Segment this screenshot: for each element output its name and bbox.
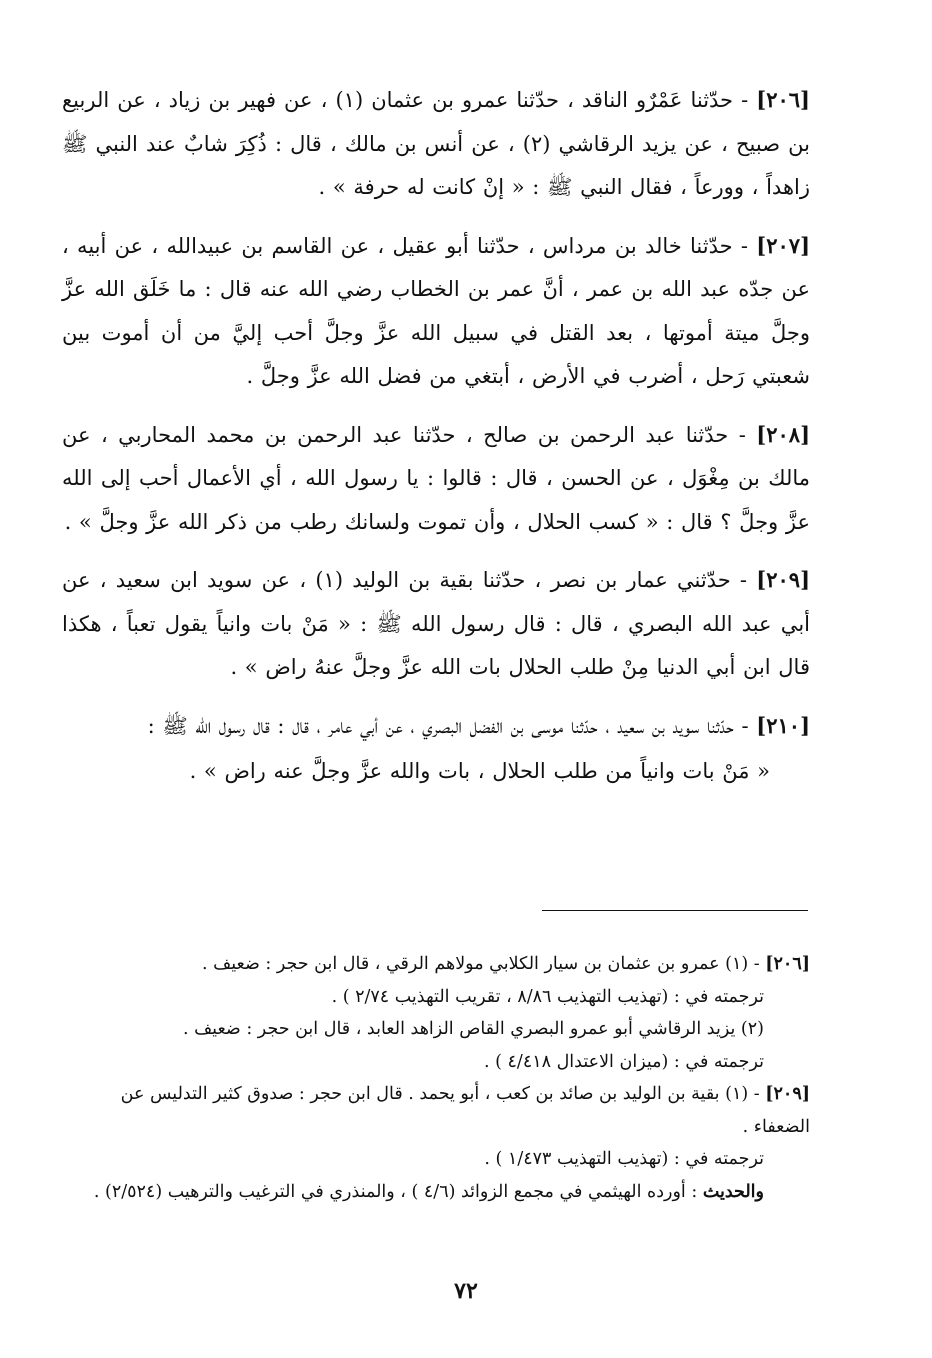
footnote-line: [62, 948, 810, 981]
footnote-text: (٢) يزيد الرقاشي أبو عمرو البصري القاص الزاهد العابد ، قال ابن حجر : ضعيف .: [182, 1019, 764, 1039]
hadith-text: - حدّثنا عبد الرحمن بن صالح ، حدّثنا عبد الرحمن بن محمد المحاربي ، عن مالك بن مِغْوَل ، عن الحسن ، قال : قالوا : يا رسول الله ، أي الأعمال أحب إلى الله عزَّ وجلَّ ؟ قال : « كسب الحلال ، وأن تموت ولسانك رطب من ذكر الله عزَّ وجلَّ » .: [62, 422, 810, 534]
hadith-quote: « مَنْ بات وانياً من طلب الحلال ، بات والله عزَّ وجلَّ عنه راض » .: [189, 759, 770, 783]
hadith-text: - حدّثنا عَمْرٌو الناقد ، حدّثنا عمرو بن عثمان (١) ، عن فهير بن زياد ، عن الربيع بن صبيح ، عن يزيد الرقاشي (٢) ، عن أنس بن مالك ، قال : ذُكِرَ شابٌ عند النبي ﷺ زاهداً ، وورعاً ، فقال النبي ﷺ : « إنْ كانت له حرفة » .: [62, 88, 810, 199]
hadith-206: [62, 78, 810, 210]
footnote-text: : أورده الهيثمي في مجمع الزوائد (٤/٦ ) ، والمنذري في الترغيب والترهيب (٢/٥٢٤) .: [93, 1181, 698, 1202]
footnote-line: [62, 1143, 810, 1176]
hadith-210: [62, 704, 810, 794]
footnote-text: ترجمته في : (تهذيب التهذيب ١/٤٧٣ ) .: [484, 1149, 764, 1169]
hadith-208: [62, 413, 810, 545]
footnotes: [62, 948, 810, 1208]
hadith-number: [٢٠٩]: [756, 567, 810, 592]
footnote-ref: [٢٠٦]: [765, 954, 810, 974]
footnote-ref: [٢٠٩]: [765, 1084, 810, 1104]
footnote-term: والحديث: [702, 1181, 764, 1202]
hadith-text: - حدّثنا سويد بن سعيد ، حدّثنا موسى بن الفضل البصري ، عن أبي عامر ، قال : قال رسول الله ﷺ :: [147, 713, 749, 738]
footnote-text: ترجمته في : (ميزان الاعتدال ٤/٤١٨ ) .: [484, 1051, 764, 1072]
hadith-text: - حدّثني عمار بن نصر ، حدّثنا بقية بن الوليد (١) ، عن سويد ابن سعيد ، عن أبي عبد الله البصري ، قال : قال رسول الله ﷺ : « مَنْ بات وانياً يقول تعباً ، هكذا قال ابن أبي الدنيا مِنْ طلب الحلال بات الله عزَّ وجلَّ عنهُ راض » .: [62, 568, 810, 679]
page-number: ٧٢: [454, 1278, 478, 1304]
footnote-text: - (١) بقية بن الوليد بن صائد بن كعب ، أبو يحمد . قال ابن حجر : صدوق كثير التدليس عن الضعفاء .: [120, 1084, 810, 1137]
footnote-separator: [542, 910, 808, 911]
footnote-line: [62, 981, 810, 1014]
footnote-line: [62, 1176, 810, 1209]
footnote-line: [62, 1013, 810, 1046]
footnote-text: ترجمته في : (تهذيب التهذيب ٨/٨٦ ، تقريب التهذيب ٢/٧٤ ) .: [331, 986, 764, 1007]
hadith-text: - حدّثنا خالد بن مرداس ، حدّثنا أبو عقيل ، عن القاسم بن عبيدالله ، عن أبيه ، عن جدّه عبد الله بن عمر ، أنَّ عمر بن الخطاب رضي الله عنه قال : ما خَلَق الله عزَّ وجلَّ ميتة أموتها ، بعد القتل في سبيل الله عزَّ وجلَّ أحب إليَّ من أن أموت بين شعبتي رَحل ، أضرب في الأرض ، أبتغي من فضل الله عزَّ وجلَّ .: [62, 233, 810, 388]
hadith-209: [62, 558, 810, 690]
hadith-number: [٢٠٧]: [756, 232, 810, 258]
hadith-number: [٢١٠]: [756, 712, 810, 738]
footnote-line: [62, 1046, 810, 1079]
hadith-number: [٢٠٨]: [756, 421, 810, 447]
footnote-line: [62, 1078, 810, 1143]
hadith-number: [٢٠٦]: [756, 87, 810, 112]
footnote-text: - (١) عمرو بن عثمان بن سيار الكلابي مولاهم الرقي ، قال ابن حجر : ضعيف .: [201, 954, 760, 974]
hadith-207: [62, 224, 810, 399]
